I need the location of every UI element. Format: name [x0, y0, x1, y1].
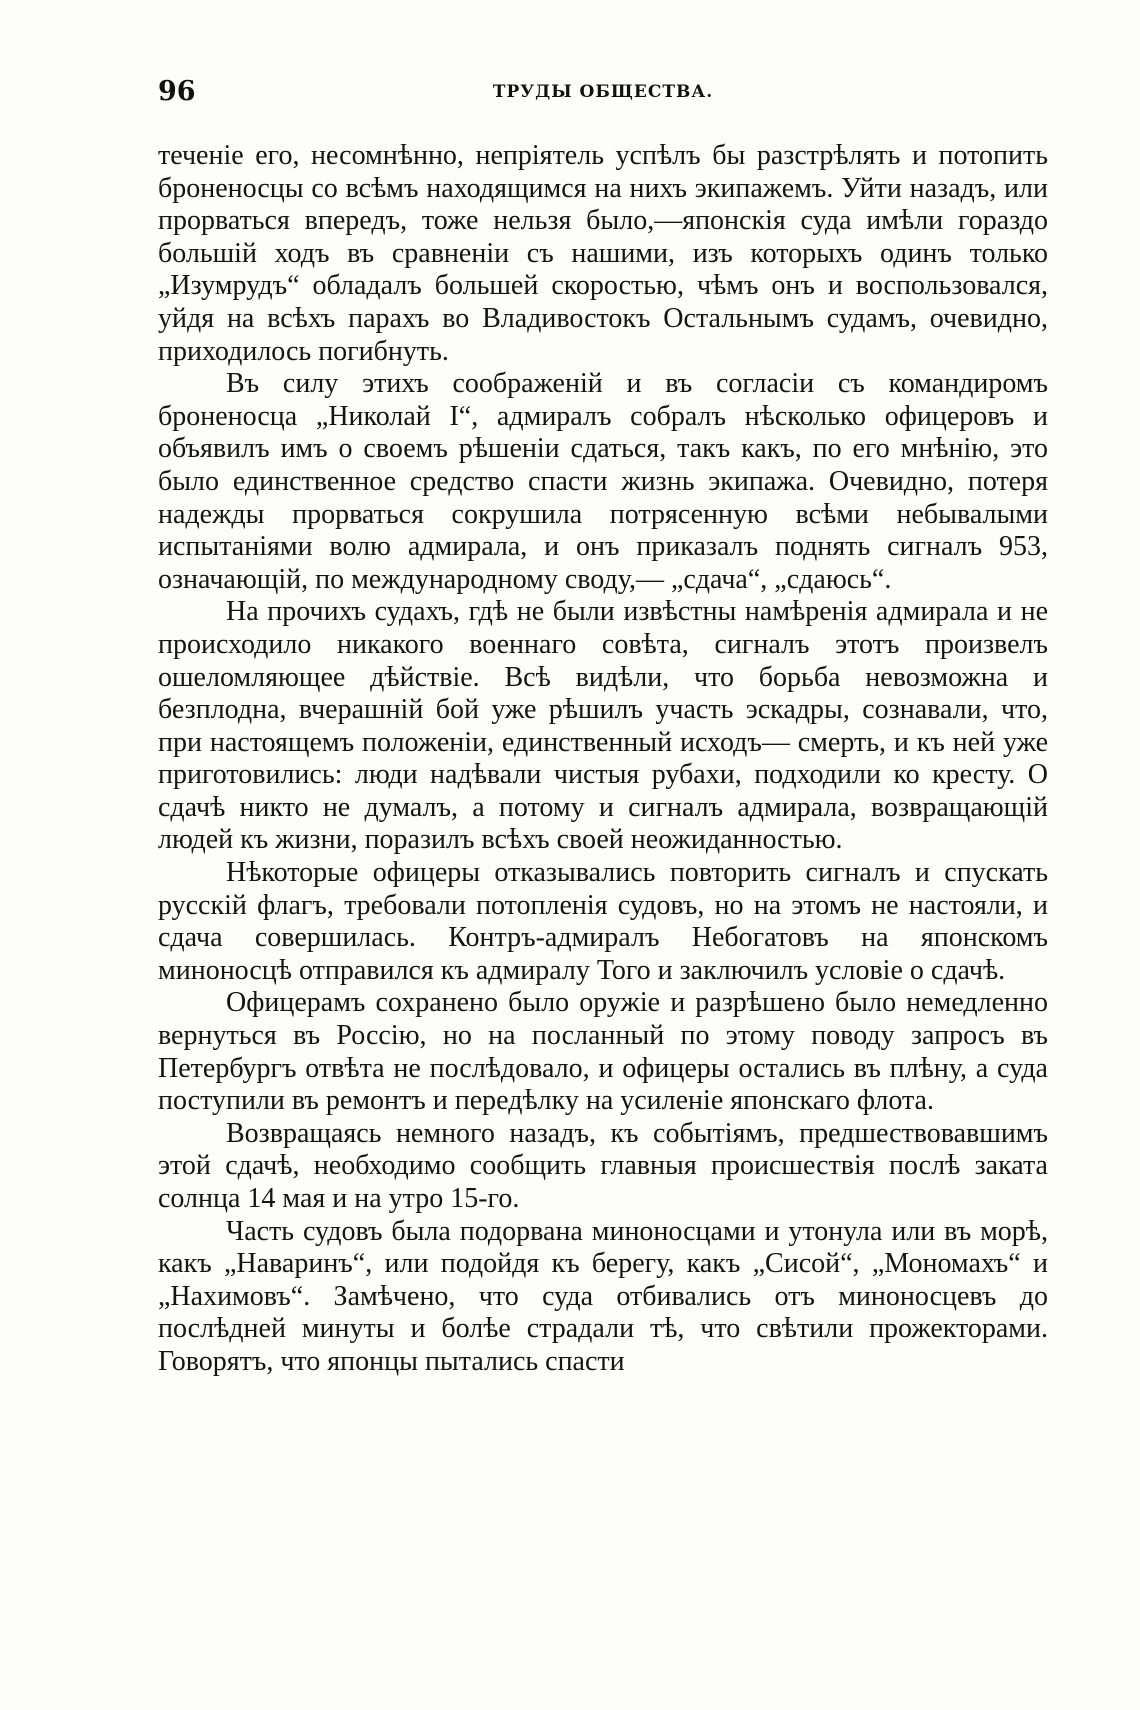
paragraph: Офицерамъ сохранено было оружіе и разрѣшено было немедленно вернуться въ Россію, но на посланный по этому поводу запросъ въ Петербургъ отвѣта не послѣдовало, и офицеры остались въ плѣну, а суда поступили въ ремонтъ и передѣлку на усиленіе японскаго флота. — [158, 987, 1048, 1117]
page-number: 96 — [158, 76, 196, 107]
paragraph: Нѣкоторые офицеры отказывались повторить сигналъ и спускать русскій флагъ, требовали потопленія судовъ, но на этомъ не настояли, и сдача совершилась. Контръ-адмиралъ Небогатовъ на японскомъ миноносцѣ отправился къ адмиралу Того и заключилъ условіе о сдачѣ. — [158, 857, 1048, 986]
paragraph: теченіе его, несомнѣнно, непріятель успѣлъ бы разстрѣлять и потопить броненосцы со всѣмъ находящимся на нихъ экипажемъ. Уйти назадъ, или прорваться впередъ, тоже нельзя было,—японскія суда имѣли гораздо большій ходъ въ сравненіи съ нашими, изъ которыхъ одинъ только „Изумрудъ“ обладалъ большей скоростью, чѣмъ онъ и воспользовался, уйдя на всѣхъ парахъ во Владивостокъ Остальнымъ судамъ, очевидно, приходилось погибнуть. — [158, 140, 1048, 367]
paragraph: Часть судовъ была подорвана миноносцами и утонула или въ морѣ, какъ „Наваринъ“, или подойдя къ берегу, какъ „Сисой“, „Мономахъ“ и „Нахимовъ“. Замѣчено, что суда отбивались отъ миноносцевъ до послѣдней минуты и болѣе страдали тѣ, что свѣтили прожекторами. Говорятъ, что японцы пытались спасти — [158, 1215, 1048, 1377]
paragraph: На прочихъ судахъ, гдѣ не были извѣстны намѣренія адмирала и не происходило никакого военнаго совѣта, сигналъ этотъ произвелъ ошеломляющее дѣйствіе. Всѣ видѣли, что борьба невозможна и безплодна, вчерашній бой уже рѣшилъ участь эскадры, сознавали, что, при настоящемъ положеніи, единственный исходъ— смерть, и къ ней уже приготовились: люди надѣвали чистыя рубахи, подходили ко кресту. О сдачѣ никто не думалъ, а потому и сигналъ адмирала, возвращающій людей къ жизни, поразилъ всѣхъ своей неожиданностью. — [158, 596, 1048, 856]
running-title: ТРУДЫ ОБЩЕСТВА. — [492, 82, 714, 102]
page-header — [158, 76, 1048, 116]
paragraph: Въ силу этихъ соображеній и въ согласіи съ командиромъ броненосца „Николай I“, адмиралъ собралъ нѣсколько офицеровъ и объявилъ имъ о своемъ рѣшеніи сдаться, такъ какъ, по его мнѣнію, это было единственное средство спасти жизнь экипажа. Очевидно, потеря надежды прорваться сокрушила потрясенную всѣми небывалыми испытаніями волю адмирала, и онъ приказалъ поднять сигналъ 953, означающій, по международному своду,— „сдача“, „сдаюсь“. — [158, 368, 1048, 595]
paragraph: Возвращаясь немного назадъ, къ событіямъ, предшествовавшимъ этой сдачѣ, необходимо сообщить главныя происшествія послѣ заката солнца 14 мая и на утро 15-го. — [158, 1117, 1048, 1214]
body-text — [158, 140, 1048, 1379]
